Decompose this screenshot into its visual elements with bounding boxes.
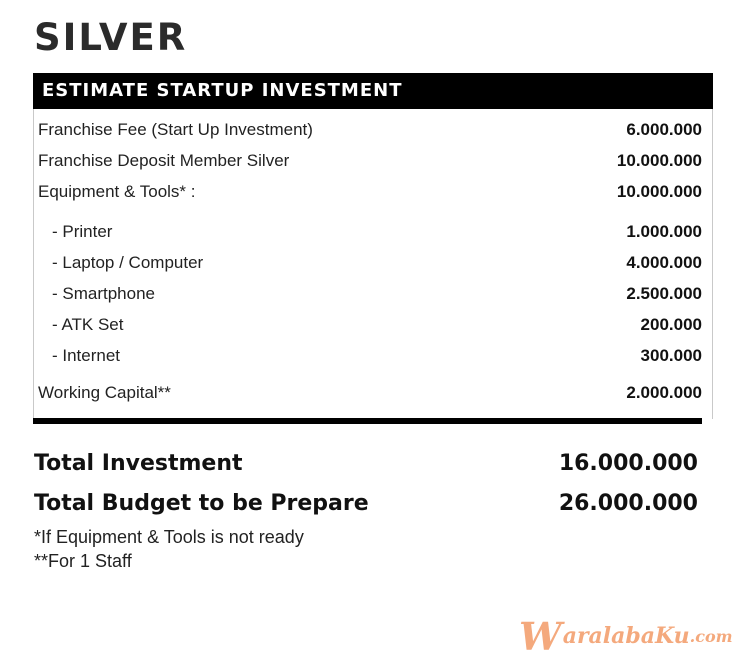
line-item-label: Franchise Deposit Member Silver [38, 151, 290, 170]
line-item-label: - Printer [52, 222, 113, 241]
line-item-value: 2.500.000 [626, 284, 702, 303]
page-title: SILVER [34, 16, 188, 59]
total-budget-row [34, 487, 698, 519]
line-item-franchise-deposit [38, 149, 702, 173]
line-item-value: 2.000.000 [626, 383, 702, 402]
line-item-value: 300.000 [640, 346, 702, 365]
total-label: Total Investment [34, 450, 243, 476]
watermark-logo [519, 613, 733, 659]
line-item-label: - Internet [52, 346, 121, 365]
total-value: 16.000.000 [558, 450, 698, 476]
line-item-working-capital [38, 381, 702, 405]
section-header: ESTIMATE STARTUP INVESTMENT [33, 73, 713, 109]
watermark-suffix: .com [689, 626, 733, 646]
line-item-label: - Laptop / Computer [52, 253, 204, 272]
line-item-value: 4.000.000 [626, 253, 702, 272]
divider [33, 418, 702, 424]
total-investment-row [34, 447, 698, 479]
line-item-internet [38, 344, 702, 368]
line-item-label: - ATK Set [52, 315, 124, 334]
line-item-laptop [38, 251, 702, 275]
line-item-label: Franchise Fee (Start Up Investment) [38, 120, 313, 139]
watermark-initial: W [519, 613, 562, 659]
line-item-equipment-tools [38, 180, 702, 204]
line-item-label: Equipment & Tools* : [38, 182, 196, 201]
line-item-smartphone [38, 282, 702, 306]
line-item-value: 1.000.000 [626, 222, 702, 241]
total-value: 26.000.000 [558, 490, 698, 516]
line-item-franchise-fee [38, 118, 702, 142]
line-item-label: - Smartphone [52, 284, 155, 303]
footnote-equipment: *If Equipment & Tools is not ready [34, 527, 304, 547]
line-item-value: 6.000.000 [626, 120, 702, 139]
total-label: Total Budget to be Prepare [34, 490, 369, 516]
line-item-value: 10.000.000 [616, 151, 702, 170]
watermark-name: aralabaKu [562, 623, 690, 649]
line-item-printer [38, 220, 702, 244]
line-item-value: 10.000.000 [616, 182, 702, 201]
footnote-staff: **For 1 Staff [34, 551, 132, 571]
line-item-value: 200.000 [640, 315, 702, 334]
line-item-label: Working Capital** [38, 383, 171, 402]
line-item-atk-set [38, 313, 702, 337]
